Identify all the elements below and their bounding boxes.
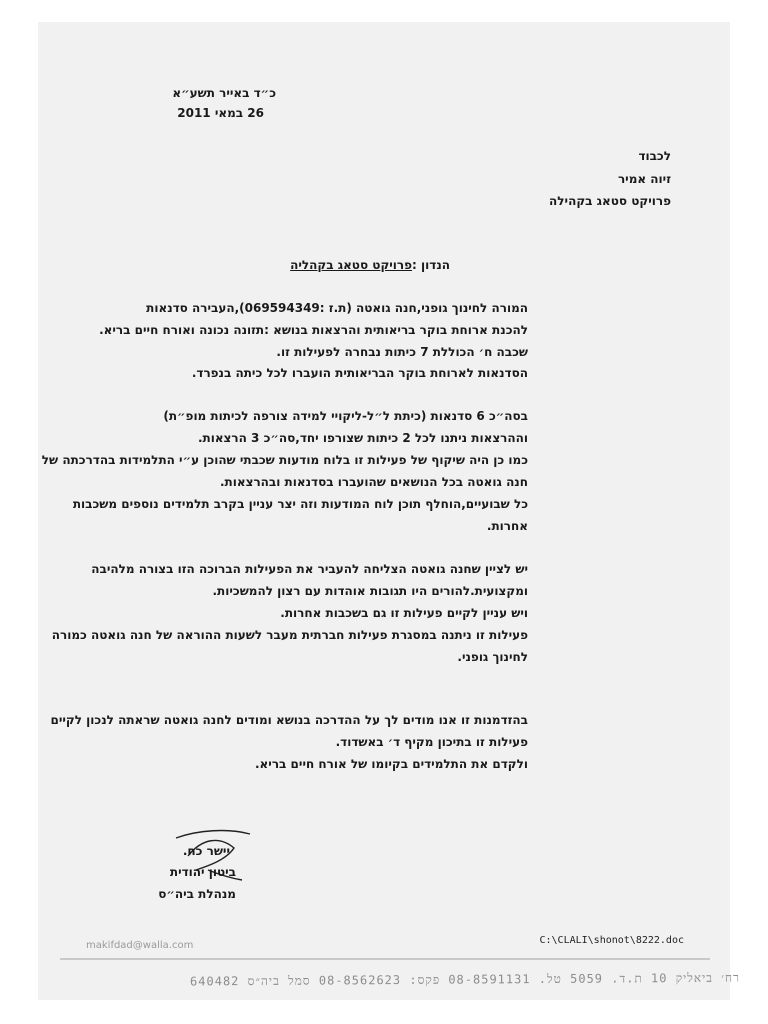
scanned-page: [38, 22, 730, 1000]
subject-text: פרויקט סטאג בקהליה: [290, 258, 413, 272]
subject-prefix: הנדון :: [412, 258, 450, 272]
p1-line-2: להכנת ארוחת בוקר בריאותית והרצאות בנושא :תזונה נכונה ואורח חיים בריא.: [99, 323, 528, 337]
footer-email: makifdad@walla.com: [86, 940, 194, 951]
p2-line-4: חנה גואטה בכל הנושאים שהועברו בסדנאות ובהרצאות.: [220, 475, 528, 489]
p3-line-1: יש לציין שחנה גואטה הצליחה להעביר את הפעילות הברוכה הזו בצורה מלהיבה: [91, 562, 528, 576]
p1-line-1: המורה לחינוך גופני,חנה גואטה (ת.ז :069594349),העבירה סדנאות: [146, 301, 528, 315]
subject-line: [290, 258, 450, 272]
footer-address: רח׳ ביאליק 10 ת.ד. 5059 טל. 08-8591131 פקס: 08-8562623 סמל ביה״ס 640482: [189, 970, 741, 989]
p1-line-4: הסדנאות לארוחת בוקר הבריאותית הועברו לכל כיתה בנפרד.: [191, 366, 528, 380]
p3-line-3: ויש עניין לקיים פעילות זו גם בשכבות אחרות.: [280, 606, 528, 620]
footer-divider: [60, 958, 710, 960]
p3-line-2: ומקצועית.להורים היו תגובות אוהדות עם רצון להמשכיות.: [212, 584, 528, 598]
signature-name: ביטון יהודית: [169, 865, 236, 879]
p4-line-2: פעילות זו בתיכון מקיף ד׳ באשדוד.: [335, 735, 528, 749]
p2-line-5: כל שבועיים,הוחלף תוכן לוח המודעות וזה יצר עניין בקרב תלמידים נוספים משכבות: [72, 497, 528, 511]
recipient-project: פרויקט סטאג בקהילה: [549, 194, 671, 208]
p4-line-1: בהזדמנות זו אנו מודים לך על ההדרכה בנושא ומודים לחנה גואטה שראתה לנכון לקיים: [50, 713, 528, 727]
signature-title: מנהלת ביה״ס: [158, 887, 236, 901]
recipient-honorific: לכבוד: [638, 149, 671, 163]
p1-line-3: שכבה ח׳ הכוללת 7 כיתות נבחרה לפעילות זו.: [276, 345, 528, 359]
signature-closing: יישר כח.: [182, 844, 230, 858]
p3-line-4: פעילות זו ניתנה במסגרת פעילות חברתית מעבר לשעות ההוראה של חנה גואטה כמורה: [51, 628, 528, 642]
p2-line-6: אחרות.: [486, 519, 528, 533]
date-gregorian: 26 במאי 2011: [177, 106, 264, 120]
recipient-name: זיוה אמיר: [617, 172, 671, 186]
p2-line-3: כמו כן היה שיקוף של פעילות זו בלוח מודעות שכבתי שהוכן ע״י התלמידות בהדרכתה של: [41, 453, 528, 467]
p4-line-3: ולקדם את התלמידים בקיומו של אורח חיים בריא.: [255, 757, 528, 771]
p2-line-1: בסה״כ 6 סדנאות (כיתת ל״ל-ליקויי למידה צורפה לכיתות מופ״ת): [163, 409, 528, 423]
footer-file-path: C:\CLALI\shonot\8222.doc: [539, 935, 684, 946]
date-hebrew: כ״ד באייר תשע״א: [172, 86, 276, 100]
p3-line-5: לחינוך גופני.: [457, 650, 528, 664]
p2-line-2: וההרצאות ניתנו לכל 2 כיתות שצורפו יחד,סה״כ 3 הרצאות.: [197, 431, 528, 445]
